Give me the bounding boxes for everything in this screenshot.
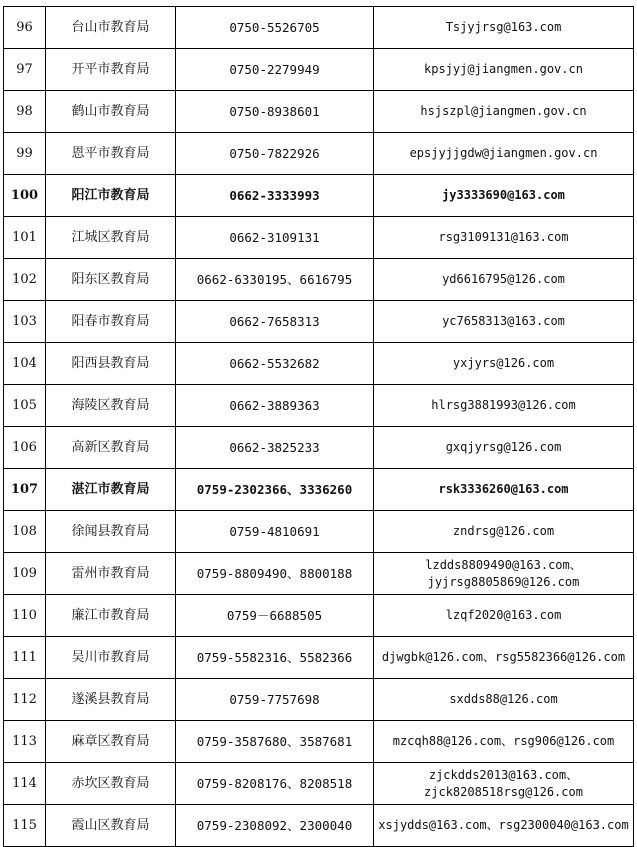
table-row: [4, 721, 634, 763]
row-number-cell: 112: [4, 679, 46, 721]
email-cell: [374, 511, 634, 553]
table-row: [4, 259, 634, 301]
table-row: [4, 301, 634, 343]
row-number-cell: 109: [4, 553, 46, 595]
email-line: xsjydds@163.com、rsg2300040@163.com: [378, 818, 629, 832]
row-number-cell: 104: [4, 343, 46, 385]
phone-cell: 0662-3889363: [176, 385, 374, 427]
email-cell: [374, 7, 634, 49]
email-cell: [374, 217, 634, 259]
bureau-name-cell: 阳东区教育局: [46, 259, 176, 301]
phone-cell: 0662-6330195、6616795: [176, 259, 374, 301]
bureau-name-cell: 湛江市教育局: [46, 469, 176, 511]
bureau-name-cell: 阳江市教育局: [46, 175, 176, 217]
email-line: rsk3336260@163.com: [438, 482, 569, 496]
row-number-cell: 102: [4, 259, 46, 301]
bureau-name-cell: 恩平市教育局: [46, 133, 176, 175]
table-row: [4, 763, 634, 805]
table-row: [4, 175, 634, 217]
email-line: lzqf2020@163.com: [445, 608, 562, 622]
email-line: jy3333690@163.com: [442, 188, 565, 202]
email-cell: [374, 679, 634, 721]
email-cell: [374, 763, 634, 805]
phone-cell: 0662-3825233: [176, 427, 374, 469]
table-row: [4, 133, 634, 175]
phone-cell: 0759-5582316、5582366: [176, 637, 374, 679]
email-cell: [374, 721, 634, 763]
row-number-cell: 110: [4, 595, 46, 637]
email-line: sxdds88@126.com: [449, 692, 558, 706]
bureau-name-cell: 开平市教育局: [46, 49, 176, 91]
phone-cell: 0759-3587680、3587681: [176, 721, 374, 763]
row-number-cell: 99: [4, 133, 46, 175]
email-line: zjck8208518rsg@126.com: [424, 784, 583, 799]
phone-cell: 0759-8809490、8800188: [176, 553, 374, 595]
table-row: [4, 511, 634, 553]
phone-cell: 0759-7757698: [176, 679, 374, 721]
email-line: yc7658313@163.com: [442, 314, 565, 328]
bureau-name-cell: 赤坎区教育局: [46, 763, 176, 805]
bureau-name-cell: 徐闻县教育局: [46, 511, 176, 553]
phone-cell: 0750-5526705: [176, 7, 374, 49]
email-line: epsjyjjgdw@jiangmen.gov.cn: [409, 146, 598, 160]
email-cell: [374, 469, 634, 511]
email-cell: [374, 301, 634, 343]
email-line: hlrsg3881993@126.com: [431, 398, 576, 412]
phone-cell: 0759-8208176、8208518: [176, 763, 374, 805]
email-cell: [374, 595, 634, 637]
phone-cell: 0750-7822926: [176, 133, 374, 175]
email-line: kpsjyj@jiangmen.gov.cn: [424, 62, 583, 76]
email-cell: [374, 427, 634, 469]
table-row: [4, 217, 634, 259]
row-number-cell: 98: [4, 91, 46, 133]
table-row: [4, 553, 634, 595]
email-line: Tsjyjrsg@163.com: [445, 20, 562, 34]
bureau-name-cell: 台山市教育局: [46, 7, 176, 49]
email-cell: [374, 175, 634, 217]
bureau-name-cell: 廉江市教育局: [46, 595, 176, 637]
email-cell: [374, 259, 634, 301]
email-line: gxqjyrsg@126.com: [445, 440, 562, 454]
email-cell: [374, 805, 634, 847]
row-number-cell: 101: [4, 217, 46, 259]
email-cell: [374, 133, 634, 175]
phone-cell: 0662-3109131: [176, 217, 374, 259]
email-cell: [374, 343, 634, 385]
table-row: [4, 637, 634, 679]
bureau-name-cell: 霞山区教育局: [46, 805, 176, 847]
email-line: zjckdds2013@163.com、: [428, 767, 579, 782]
email-line: djwgbk@126.com、rsg5582366@126.com: [381, 650, 626, 664]
email-line: mzcqh88@126.com、rsg906@126.com: [392, 734, 615, 748]
email-line: jyjrsg8805869@126.com: [427, 574, 580, 589]
table-row: [4, 7, 634, 49]
email-line: hsjszpl@jiangmen.gov.cn: [420, 104, 587, 118]
phone-cell: 0662-7658313: [176, 301, 374, 343]
email-cell: [374, 385, 634, 427]
table-body: [4, 7, 634, 847]
email-line: yd6616795@126.com: [442, 272, 565, 286]
bureau-name-cell: 麻章区教育局: [46, 721, 176, 763]
table-row: [4, 595, 634, 637]
row-number-cell: 114: [4, 763, 46, 805]
bureau-name-cell: 高新区教育局: [46, 427, 176, 469]
table-row: [4, 91, 634, 133]
row-number-cell: 108: [4, 511, 46, 553]
phone-cell: 0662-3333993: [176, 175, 374, 217]
table-row: [4, 343, 634, 385]
email-line: rsg3109131@163.com: [438, 230, 569, 244]
email-line: zndrsg@126.com: [452, 524, 555, 538]
contact-table: [3, 6, 634, 847]
row-number-cell: 105: [4, 385, 46, 427]
table-row: [4, 469, 634, 511]
bureau-name-cell: 雷州市教育局: [46, 553, 176, 595]
row-number-cell: 106: [4, 427, 46, 469]
phone-cell: 0662-5532682: [176, 343, 374, 385]
email-cell: [374, 91, 634, 133]
table-row: [4, 49, 634, 91]
bureau-name-cell: 遂溪县教育局: [46, 679, 176, 721]
email-cell: [374, 49, 634, 91]
phone-cell: 0759-2308092、2300040: [176, 805, 374, 847]
bureau-name-cell: 阳春市教育局: [46, 301, 176, 343]
row-number-cell: 96: [4, 7, 46, 49]
bureau-name-cell: 鹤山市教育局: [46, 91, 176, 133]
email-line: yxjyrs@126.com: [452, 356, 555, 370]
phone-cell: 0759-2302366、3336260: [176, 469, 374, 511]
row-number-cell: 97: [4, 49, 46, 91]
email-cell: [374, 637, 634, 679]
phone-cell: 0759－6688505: [176, 595, 374, 637]
email-line: lzdds8809490@163.com、: [425, 557, 582, 572]
row-number-cell: 113: [4, 721, 46, 763]
table-row: [4, 679, 634, 721]
bureau-name-cell: 海陵区教育局: [46, 385, 176, 427]
bureau-name-cell: 阳西县教育局: [46, 343, 176, 385]
bureau-name-cell: 江城区教育局: [46, 217, 176, 259]
phone-cell: 0750-2279949: [176, 49, 374, 91]
phone-cell: 0759-4810691: [176, 511, 374, 553]
row-number-cell: 115: [4, 805, 46, 847]
table-row: [4, 385, 634, 427]
bureau-name-cell: 吴川市教育局: [46, 637, 176, 679]
table-row: [4, 805, 634, 847]
row-number-cell: 111: [4, 637, 46, 679]
row-number-cell: 103: [4, 301, 46, 343]
table-row: [4, 427, 634, 469]
row-number-cell: 100: [4, 175, 46, 217]
row-number-cell: 107: [4, 469, 46, 511]
email-cell: [374, 553, 634, 595]
phone-cell: 0750-8938601: [176, 91, 374, 133]
